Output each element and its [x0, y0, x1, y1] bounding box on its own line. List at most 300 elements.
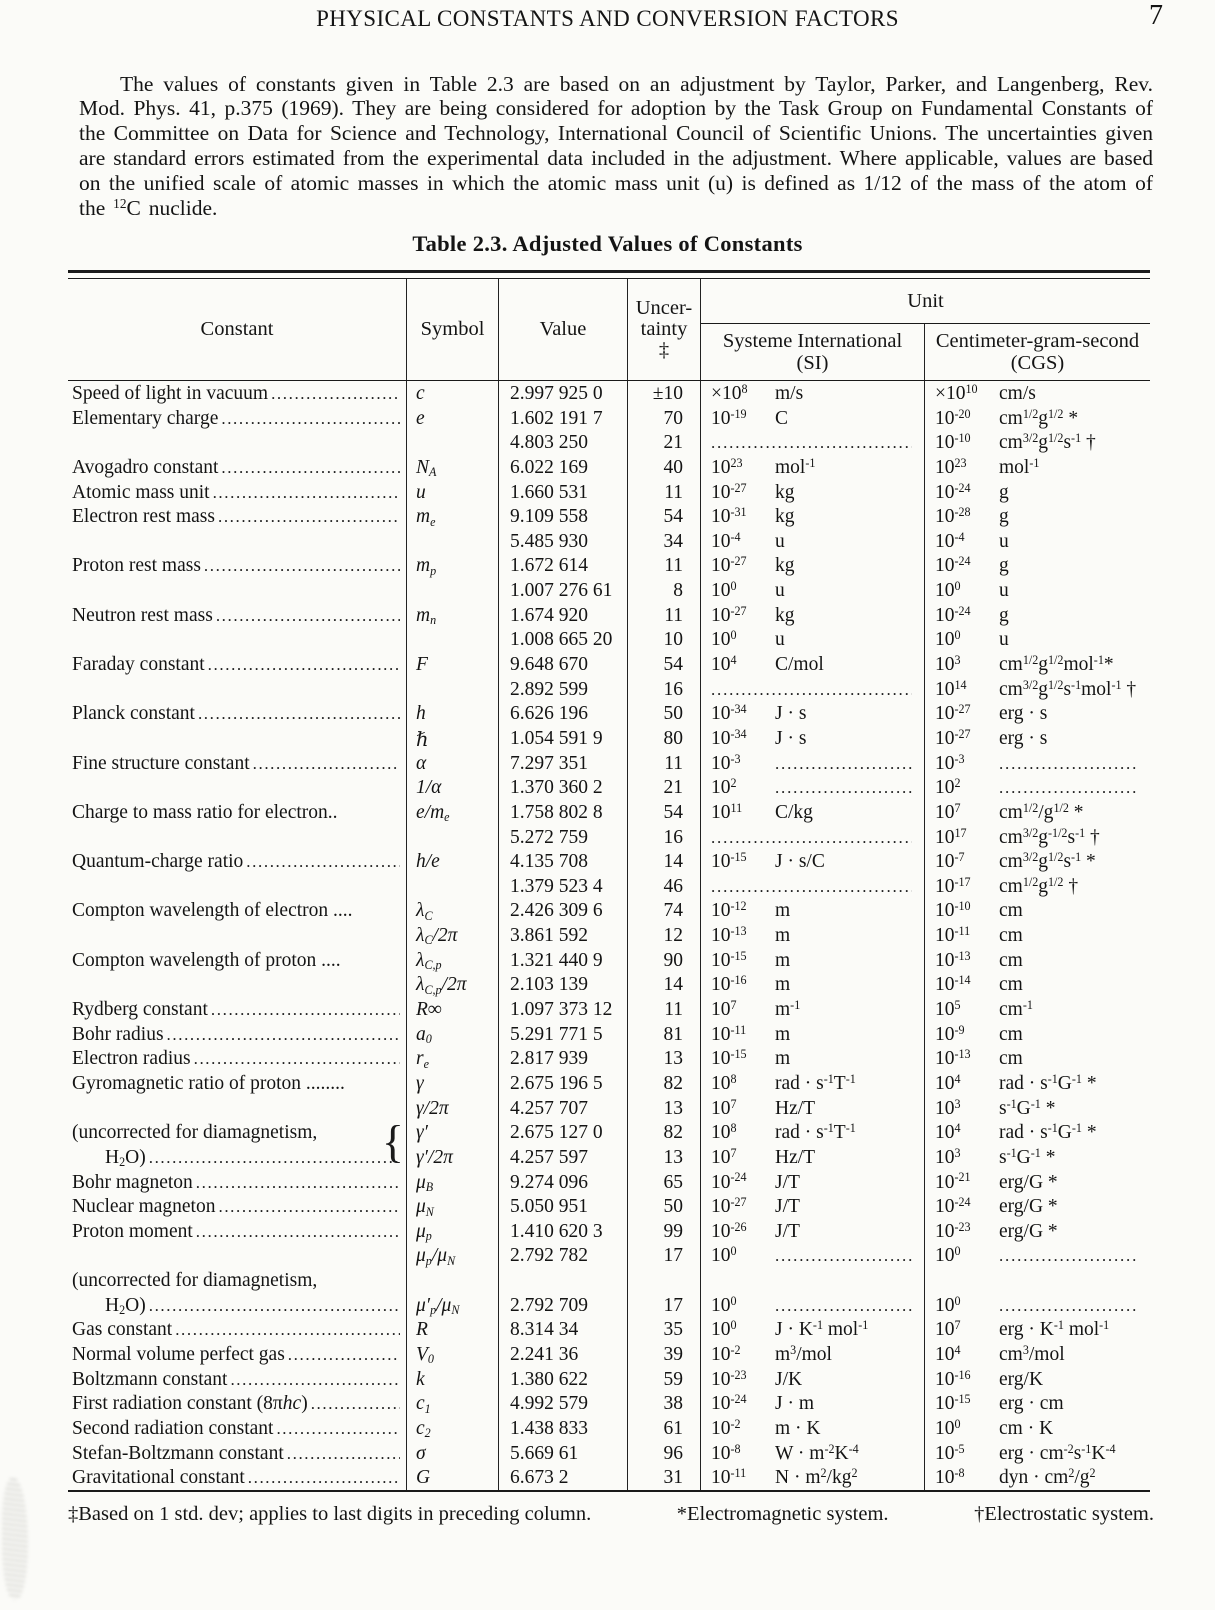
constant-symbol: a $_0$ — [406, 1022, 498, 1047]
constant-name-cell — [68, 406, 406, 431]
constant-uncertainty: 46 — [627, 874, 700, 899]
constant-value: 5.050 951 — [498, 1194, 627, 1219]
cgs-unit: cm — [999, 900, 1023, 922]
si-unit-cell — [700, 406, 924, 431]
constant-name: Quantum-charge ratio — [72, 851, 244, 873]
constant-value: 4.257 707 — [498, 1096, 627, 1121]
cgs-exponent: $10^{-28}$ — [935, 505, 971, 528]
table-row — [68, 1416, 1150, 1441]
cgs-unit-cell — [924, 701, 1150, 726]
constant-name-cell — [68, 1194, 406, 1219]
constant-name-cell — [68, 923, 406, 948]
header-cgs: Centimeter-gram-second (CGS) — [924, 324, 1150, 380]
cgs-unit-cell — [924, 1219, 1150, 1244]
constant-value: 1.380 622 — [498, 1367, 627, 1392]
cgs-exponent: $10^{-11}$ — [935, 924, 971, 947]
dotted-leader — [208, 654, 400, 676]
cgs-unit: $cm^3$/mol — [999, 1342, 1065, 1365]
cgs-exponent: $10^{-24}$ — [935, 603, 971, 626]
dotted-leader — [175, 1319, 400, 1341]
si-exponent: $10^{-15}$ — [711, 1047, 747, 1070]
table-row — [68, 972, 1150, 997]
constant-name-cell — [68, 825, 406, 850]
cgs-unit-cell — [924, 627, 1150, 652]
si-unit: C — [775, 407, 789, 429]
table-row — [68, 775, 1150, 800]
constant-name: (uncorrected for diamagnetism, — [72, 1122, 318, 1144]
table-row — [68, 406, 1150, 431]
cgs-unit: g — [999, 506, 1009, 528]
si-unit — [775, 753, 912, 775]
constant-value: 2.792 709 — [498, 1293, 627, 1318]
cgs-exponent: $10^{-21}$ — [935, 1170, 971, 1193]
cgs-unit: u — [999, 629, 1009, 651]
constant-name: $H_2O$) — [105, 1146, 146, 1170]
table-row — [68, 480, 1150, 505]
si-unit-cell — [700, 997, 924, 1022]
constant-symbol: μ $_B$ — [406, 1170, 498, 1195]
cgs-unit: $s^{-1}G^{-1}$ * — [999, 1145, 1056, 1168]
cgs-unit: erg/G * — [999, 1171, 1058, 1193]
constant-symbol: F — [406, 652, 498, 677]
cgs-exponent: $10^5$ — [935, 997, 961, 1021]
cgs-unit: g — [999, 481, 1009, 503]
si-unit: $m^{-1}$ — [775, 997, 801, 1021]
table-row — [68, 504, 1150, 529]
si-exponent: $10^0$ — [711, 1244, 737, 1267]
constant-name-cell — [68, 652, 406, 677]
constant-symbol: μ $_p$ — [406, 1219, 498, 1244]
intro-paragraph: The values of constants given in Table 2.3 are based on an adjustment by Taylor, Parker, and Langenberg, Rev. Mod. Phys. 41, p.375 (1969). They are being considered for adoption by the Task Group on Fundamental Constants of the Committee on Data for Science and Technology, International Council of Scientific Unions. The uncertainties given are standard errors estimated from the experimental data included in the adjustment. Where applicable, values are based on the unified scale of atomic masses in which the atomic mass unit (u) is defined as 1/12 of the mass of the atom of the $^{12}$C nuclide. — [79, 71, 1153, 221]
si-unit: J · s — [775, 727, 807, 749]
cgs-unit: $cm^{3/2}g^{1/2}s^{-1}mol^{-1}$ † — [999, 677, 1137, 700]
cgs-unit-cell — [924, 997, 1150, 1022]
constant-name-cell — [68, 1465, 406, 1490]
dotted-leader — [276, 1418, 400, 1440]
table-row — [68, 430, 1150, 455]
si-unit-cell — [700, 726, 924, 752]
si-unit-cell — [700, 652, 924, 677]
cgs-exponent: $10^0$ — [935, 628, 961, 651]
constant-value: 1.758 802 8 — [498, 800, 627, 825]
constant-name-cell — [68, 849, 406, 874]
cgs-unit: cm · K — [999, 1417, 1054, 1439]
constant-uncertainty: 34 — [627, 529, 700, 554]
cgs-unit: $cm^{1/2}g^{1/2}mol^{-1}*$ — [999, 653, 1114, 676]
constant-name: Proton moment — [72, 1220, 193, 1242]
si-unit: kg — [775, 481, 795, 503]
cgs-unit: rad · $s^{-1}G^{-1}$ * — [999, 1071, 1097, 1094]
si-unit: J · s — [775, 703, 807, 725]
table-row — [68, 849, 1150, 874]
dotted-leader — [213, 482, 400, 504]
constant-name: Stefan-Boltzmann constant — [72, 1442, 284, 1464]
constant-name-cell — [68, 603, 406, 628]
si-exponent: $10^{-27}$ — [711, 480, 747, 503]
si-unit: rad · $s^{-1}T^{-1}$ — [775, 1121, 856, 1144]
si-unit: u — [775, 580, 785, 602]
constant-name-cell — [68, 1293, 406, 1318]
table-row — [68, 948, 1150, 973]
si-unit-cell — [700, 553, 924, 578]
constant-symbol: λ $_{C,p}$ /2π — [406, 972, 498, 997]
constant-uncertainty: 17 — [627, 1293, 700, 1318]
table-row — [68, 726, 1150, 751]
cgs-unit-cell — [924, 381, 1150, 406]
si-unit-cell — [700, 1293, 924, 1318]
constant-symbol: h — [406, 701, 498, 726]
constant-name-cell — [68, 948, 406, 973]
si-unit: $N \cdot m^2/kg^2$ — [775, 1466, 858, 1489]
si-exponent: $10^{-19}$ — [711, 406, 747, 429]
si-exponent: $10^7$ — [711, 1096, 737, 1119]
cgs-unit-cell — [924, 430, 1150, 455]
constant-uncertainty: 54 — [627, 504, 700, 529]
constant-uncertainty — [627, 1268, 700, 1293]
si-unit-cell — [700, 775, 924, 800]
table-row — [68, 1293, 1150, 1318]
cgs-unit-cell — [924, 1243, 1150, 1268]
constant-symbol: h/e — [406, 849, 498, 874]
cgs-exponent: $10^0$ — [935, 1416, 961, 1439]
si-unit-cell — [700, 923, 924, 948]
cgs-unit: g — [999, 555, 1009, 577]
cgs-unit-cell — [924, 1194, 1150, 1219]
constant-value: 5.272 759 — [498, 825, 627, 850]
si-exponent: $10^{-34}$ — [711, 702, 747, 725]
constant-uncertainty: 38 — [627, 1391, 700, 1416]
cgs-exponent: $10^{14}$ — [935, 677, 967, 700]
si-unit-cell — [700, 1243, 924, 1268]
si-unit: m — [775, 1048, 791, 1070]
si-exponent: $10^{-4}$ — [711, 529, 741, 552]
si-unit: C/mol — [775, 654, 824, 676]
cgs-unit: erg · $K^{-1}$ mol$^{-1}$ — [999, 1318, 1110, 1341]
cgs-unit-cell — [924, 948, 1150, 973]
cgs-unit: cm — [999, 949, 1023, 971]
cgs-unit-cell — [924, 1170, 1150, 1195]
constant-uncertainty: 12 — [627, 923, 700, 948]
constant-uncertainty: 11 — [627, 603, 700, 628]
dotted-leader — [198, 703, 400, 725]
si-unit-cell — [700, 972, 924, 997]
cgs-unit-cell — [924, 480, 1150, 505]
constant-name: Bohr radius — [72, 1023, 164, 1045]
dotted-leader — [230, 1369, 400, 1391]
cgs-unit: dyn · $cm^2/g^2$ — [999, 1466, 1096, 1489]
dotted-leader — [216, 605, 400, 627]
cgs-unit-cell — [924, 726, 1150, 752]
constant-symbol — [406, 578, 498, 603]
constant-symbol — [406, 430, 498, 455]
table-row — [68, 652, 1150, 677]
si-exponent: $10^{-27}$ — [711, 603, 747, 626]
header-si: Systeme International (SI) — [722, 330, 903, 374]
constant-name-cell — [68, 800, 406, 825]
cgs-exponent: $10^{-17}$ — [935, 874, 971, 897]
header-unit-group — [700, 279, 1150, 380]
si-unit — [775, 1245, 912, 1267]
dotted-leader — [218, 1196, 400, 1218]
si-unit-cell — [700, 578, 924, 603]
table-top-rule — [68, 270, 1150, 279]
constant-symbol: k — [406, 1367, 498, 1392]
si-unit-cell — [700, 480, 924, 505]
cgs-exponent: $10^{23}$ — [935, 455, 967, 478]
constant-name-cell — [68, 504, 406, 529]
cgs-unit-cell — [924, 923, 1150, 948]
constant-symbol: c $_1$ — [406, 1391, 498, 1416]
cgs-exponent: $10^{-27}$ — [935, 726, 971, 749]
table-row — [68, 874, 1150, 899]
constant-name-cell — [68, 1342, 406, 1367]
constant-uncertainty: 31 — [627, 1465, 700, 1490]
constant-uncertainty: 13 — [627, 1046, 700, 1071]
si-unit — [711, 827, 912, 849]
si-exponent: $10^{-23}$ — [711, 1367, 747, 1390]
table-row — [68, 800, 1150, 825]
constant-value: 2.103 139 — [498, 972, 627, 997]
constant-name-cell — [68, 1317, 406, 1342]
si-unit-cell — [700, 1194, 924, 1219]
constant-value: 1.602 191 7 — [498, 406, 627, 431]
si-unit-cell — [700, 701, 924, 726]
cgs-unit-cell — [924, 406, 1150, 431]
si-unit: J/T — [775, 1171, 800, 1193]
constant-value: 1.054 591 9 — [498, 726, 627, 752]
si-unit: C/kg — [775, 801, 813, 823]
constant-symbol: ℏ — [406, 726, 498, 752]
constant-name: Avogadro constant — [72, 456, 219, 478]
constant-value: 8.314 34 — [498, 1317, 627, 1342]
cgs-unit-cell — [924, 1391, 1150, 1416]
constant-name: Planck constant — [72, 703, 195, 725]
table-row — [68, 603, 1150, 628]
constant-value: 4.257 597 — [498, 1145, 627, 1170]
row-group-brace: { — [381, 1116, 404, 1168]
constant-uncertainty: 59 — [627, 1367, 700, 1392]
cgs-unit-cell — [924, 1022, 1150, 1047]
cgs-exponent: $10^7$ — [935, 800, 961, 823]
si-unit-cell — [700, 800, 924, 825]
constant-uncertainty: 70 — [627, 406, 700, 431]
constant-symbol: m $_n$ — [406, 603, 498, 628]
constant-name-cell — [68, 997, 406, 1022]
constant-name-cell — [68, 1071, 406, 1096]
constant-value: 6.626 196 — [498, 701, 627, 726]
table-row — [68, 1022, 1150, 1047]
cgs-exponent: $10^{-4}$ — [935, 529, 965, 552]
constant-name: Compton wavelength of electron .... — [72, 900, 353, 922]
constant-name-cell — [68, 627, 406, 652]
si-unit-cell — [700, 1145, 924, 1170]
si-unit-cell — [700, 898, 924, 923]
constant-name-cell — [68, 1046, 406, 1071]
page-title: PHYSICAL CONSTANTS AND CONVERSION FACTORS — [316, 6, 899, 31]
constant-symbol: γ′/2π — [406, 1145, 498, 1170]
constant-value: 4.135 708 — [498, 849, 627, 874]
si-unit: m — [775, 974, 791, 996]
si-unit: m/s — [775, 383, 804, 404]
constant-name-cell — [68, 529, 406, 554]
cgs-unit: $cm^{-1}$ — [999, 997, 1033, 1021]
constant-symbol: G — [406, 1465, 498, 1490]
constant-uncertainty: 11 — [627, 997, 700, 1022]
si-unit: kg — [775, 604, 795, 626]
constant-name: Bohr magneton — [72, 1171, 193, 1193]
constant-name-cell — [68, 1441, 406, 1466]
si-unit-cell — [700, 1441, 924, 1466]
table-row — [68, 1441, 1150, 1466]
constant-uncertainty: 54 — [627, 800, 700, 825]
constant-name: Rydberg constant — [72, 999, 208, 1021]
si-unit-cell — [700, 1465, 924, 1490]
cgs-exponent: $10^0$ — [935, 1293, 961, 1316]
table-row — [68, 381, 1150, 406]
si-unit-cell — [700, 430, 924, 455]
table-row — [68, 898, 1150, 923]
constant-name: Gravitational constant — [72, 1467, 245, 1489]
si-exponent: $10^{11}$ — [711, 800, 743, 823]
cgs-exponent: $10^{-16}$ — [935, 1367, 971, 1390]
constant-uncertainty: 13 — [627, 1096, 700, 1121]
table-row — [68, 1046, 1150, 1071]
si-exponent: $10^{-24}$ — [711, 1392, 747, 1415]
constant-name: Nuclear magneton — [72, 1196, 216, 1218]
si-unit-cell — [700, 627, 924, 652]
table-row — [68, 553, 1150, 578]
si-unit: $W \cdot m^{-2}K^{-4}$ — [775, 1441, 859, 1464]
si-exponent: $10^{-11}$ — [711, 1022, 747, 1045]
si-exponent: $10^8$ — [711, 1121, 737, 1144]
constant-name-cell — [68, 480, 406, 505]
table-row — [68, 1268, 1150, 1293]
si-unit: J/T — [775, 1220, 800, 1242]
constant-value: 1.008 665 20 — [498, 627, 627, 652]
si-exponent: $10^0$ — [711, 1318, 737, 1341]
dotted-leader — [149, 1295, 400, 1317]
cgs-unit-cell — [924, 1293, 1150, 1318]
constant-uncertainty: 16 — [627, 825, 700, 850]
si-unit-cell — [700, 1317, 924, 1342]
si-unit-cell — [700, 1022, 924, 1047]
cgs-unit: erg/G * — [999, 1196, 1058, 1218]
constant-value: 9.274 096 — [498, 1170, 627, 1195]
constant-name-cell — [68, 1243, 406, 1268]
si-exponent: $10^{-31}$ — [711, 505, 747, 528]
si-unit: u — [775, 629, 785, 651]
cgs-unit — [999, 1245, 1138, 1267]
table-row — [68, 1317, 1150, 1342]
si-exponent: $10^{-15}$ — [711, 850, 747, 873]
cgs-exponent: $\times 10^{10}$ — [935, 381, 978, 404]
si-unit-cell — [700, 1170, 924, 1195]
cgs-exponent: $10^0$ — [935, 1244, 961, 1267]
si-exponent: $10^{-3}$ — [711, 751, 741, 774]
constant-uncertainty: 14 — [627, 849, 700, 874]
dotted-leader — [167, 1024, 400, 1046]
constant-uncertainty: 21 — [627, 430, 700, 455]
cgs-unit-cell — [924, 825, 1150, 850]
table-row — [68, 578, 1150, 603]
constant-name-cell — [68, 1096, 406, 1121]
cgs-unit-cell — [924, 603, 1150, 628]
cgs-unit: erg · $cm^{-2}s^{-1}K^{-4}$ — [999, 1441, 1116, 1464]
table-footnotes — [68, 1503, 1154, 1526]
constant-uncertainty: 82 — [627, 1071, 700, 1096]
cgs-unit-cell — [924, 1416, 1150, 1441]
constant-name-cell — [68, 1367, 406, 1392]
constant-symbol: γ′ — [406, 1120, 498, 1145]
constant-name: Speed of light in vacuum — [72, 383, 269, 404]
constant-uncertainty: 81 — [627, 1022, 700, 1047]
constant-value: 3.861 592 — [498, 923, 627, 948]
cgs-unit-cell — [924, 800, 1150, 825]
cgs-exponent: $10^{-23}$ — [935, 1219, 971, 1242]
cgs-exponent: $10^4$ — [935, 1342, 961, 1365]
cgs-unit — [999, 753, 1138, 775]
constant-uncertainty: 82 — [627, 1120, 700, 1145]
constant-name-cell — [68, 677, 406, 702]
constant-symbol: R∞ — [406, 997, 498, 1022]
cgs-unit — [999, 777, 1138, 799]
si-exponent: $10^7$ — [711, 997, 737, 1021]
cgs-exponent: $10^4$ — [935, 1071, 961, 1094]
cgs-unit: cm — [999, 1048, 1023, 1070]
table-title: Table 2.3. Adjusted Values of Constants — [412, 231, 803, 256]
cgs-unit-cell — [924, 898, 1150, 923]
si-unit-cell — [700, 1391, 924, 1416]
dotted-leader — [194, 1048, 400, 1070]
dotted-leader — [253, 753, 400, 775]
si-unit-cell — [700, 455, 924, 480]
dotted-leader — [271, 383, 400, 405]
constant-name: Gas constant — [72, 1319, 173, 1341]
table-row — [68, 923, 1150, 948]
si-unit — [775, 1295, 912, 1317]
constant-value: 5.669 61 — [498, 1441, 627, 1466]
constant-value: 2.997 925 0 — [498, 381, 627, 406]
constant-name-cell — [68, 553, 406, 578]
cgs-unit-cell — [924, 1268, 1150, 1293]
constant-value: 1.007 276 61 — [498, 578, 627, 603]
header-unit: Unit — [701, 279, 1150, 324]
table-row — [68, 627, 1150, 652]
si-unit-cell — [700, 751, 924, 776]
cgs-unit: u — [999, 580, 1009, 602]
table-row — [68, 1071, 1150, 1096]
table-row — [68, 1391, 1150, 1416]
constant-name: Electron rest mass — [72, 506, 215, 528]
cgs-unit: rad · $s^{-1}G^{-1}$ * — [999, 1121, 1097, 1144]
constant-value: 2.892 599 — [498, 677, 627, 702]
si-unit-cell — [700, 1416, 924, 1441]
footnote-uncertainty: ‡Based on 1 std. dev; applies to last digits in preceding column. — [68, 1503, 592, 1525]
si-unit: kg — [775, 555, 795, 577]
constant-uncertainty: 39 — [627, 1342, 700, 1367]
cgs-exponent: $10^{-24}$ — [935, 1195, 971, 1218]
si-unit-cell — [700, 849, 924, 874]
constant-value: 2.792 782 — [498, 1243, 627, 1268]
cgs-exponent: $10^{-20}$ — [935, 406, 971, 429]
constant-symbol: m $_p$ — [406, 553, 498, 578]
header-uncertainty — [627, 279, 700, 380]
constant-name-cell — [68, 1022, 406, 1047]
cgs-unit-cell — [924, 504, 1150, 529]
si-unit: m — [775, 900, 791, 922]
constant-name-cell — [68, 874, 406, 899]
cgs-unit-cell — [924, 1071, 1150, 1096]
